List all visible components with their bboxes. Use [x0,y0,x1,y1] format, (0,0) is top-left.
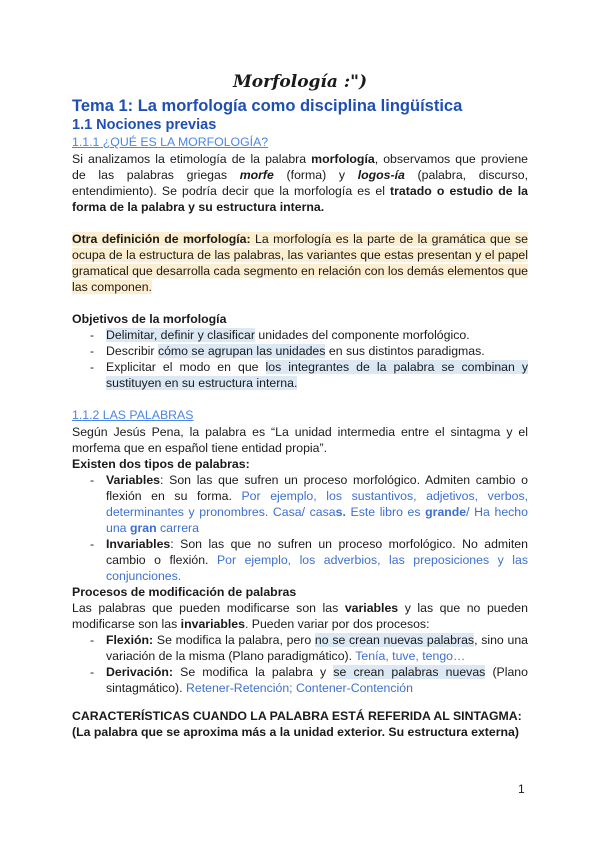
example-bold: s. [335,505,346,519]
highlighted-text: cómo se agrupan las unidades [157,344,326,358]
bold-term: Derivación: [106,665,173,679]
text: (Plano sintagmático). [106,665,528,695]
subsection-heading-palabras: 1.1.2 LAS PALABRAS [72,408,194,422]
otra-definicion-label: Otra definición de morfología: [72,232,251,246]
list-item-derivacion [72,664,528,696]
bold-term: Variables [106,473,161,487]
objetivos-list [72,327,528,391]
text: (palabra, discurso, entendimiento). Se podría decir que la morfología es el [72,168,528,198]
example-text: Por ejemplo, los adverbios, las preposiciones y las conjunciones. [106,553,528,583]
document-title: Morfología :") [232,72,368,92]
section-heading: 1.1 Nociones previas [72,117,217,133]
example-bold: grande [425,505,467,519]
example-text: carrera [156,521,199,535]
example-text: Este libro es [345,505,426,519]
text: Se modifica la palabra y [172,665,334,679]
text: Explicitar el modo en que [106,360,266,374]
list-item-variables [72,472,528,536]
procesos-heading-text: Procesos de modificación de palabras [72,585,297,599]
bold-term: Invariables [106,537,171,551]
highlighted-text: no se crean nuevas palabras [314,633,475,647]
bold-term: morfología [311,152,375,166]
otra-definicion-text: La morfología es la parte de la gramática que se ocupa de la estructura de las palabras, las variantes que estas presentan y el papel gramatical que desarrolla cada segmento en relación con los demás elementos que las componen. [72,232,528,294]
text: : Son las que no sufren un proceso morfológico. No admiten cambio o flexión. [106,537,528,567]
tipos-list [72,472,528,584]
bold-term: invariables [180,617,245,631]
subsection-heading-morfologia: 1.1.1 ¿QUÉ ES LA MORFOLOGÍA? [72,135,269,149]
intro-paragraph [72,151,528,215]
list-item-flexion [72,632,528,664]
bold-definition: tratado o estudio de la forma de la palabra y su estructura interna. [72,184,528,214]
bold-term: Flexión: [106,633,154,647]
highlighted-text: Delimitar, definir y clasificar [106,328,255,342]
text: Se modifica la palabra, pero [153,633,315,647]
text: , sino una variación de la misma (Plano paradigmático). [106,633,528,663]
text: , observamos que proviene de las palabras griegas [72,152,528,182]
otra-definicion-paragraph [72,231,528,295]
procesos-paragraph [72,600,528,632]
text: : Son las que sufren un proceso morfológico. Admiten cambio o flexión en su forma. [106,473,528,503]
bold-term: variables [344,601,399,615]
procesos-list [72,632,528,696]
tema-heading: Tema 1: La morfología como disciplina lingüística [72,97,463,115]
text: en sus distintos paradigmas. [325,344,485,358]
page-number: 1 [518,782,525,796]
procesos-heading [72,584,528,600]
text: y las que no pueden modificarse son las [72,601,528,631]
example-bold: gran [129,521,157,535]
example-text: / Ha hecho una [106,505,528,535]
palabra-definition: Según Jesús Pena, la palabra es “La unidad intermedia entre el sintagma y el morfema que en español tiene entidad propia”. [72,425,528,455]
objetivos-heading [72,311,528,327]
list-item [72,343,528,359]
bold-italic-term: logos-ía [357,168,405,182]
text: (forma) y [273,168,358,182]
example-text: Tenía, tuve, tengo… [355,649,466,663]
highlighted-text: los integrantes de la palabra se combinan y sustituyen en su estructura interna. [106,360,529,390]
list-item-invariables [72,536,528,584]
example-text: Retener-Retención; Contener-Contención [185,681,413,695]
text: unidades del componente morfológico. [254,328,470,342]
text: . Pueden variar por dos procesos: [244,617,430,631]
caracteristicas-subheading: (La palabra que se aproxima más a la unidad exterior. Su estructura externa) [72,725,519,739]
tipos-heading-text: Existen dos tipos de palabras: [72,457,250,471]
tipos-heading [72,456,528,472]
text: Describir [106,344,158,358]
document-body [72,96,528,740]
highlighted-text [72,232,528,294]
list-item [72,327,528,343]
list-item [72,359,528,391]
objetivos-heading-text: Objetivos de la morfología [72,312,227,326]
text: Las palabras que pueden modificarse son las [72,601,345,615]
highlighted-text: se crean palabras nuevas [333,665,486,679]
caracteristicas-heading: CARACTERÍSTICAS CUANDO LA PALABRA ESTÁ REFERIDA AL SINTAGMA: [72,709,522,723]
bold-italic-term: morfe [239,168,274,182]
text: Si analizamos la etimología de la palabra [72,152,312,166]
example-text: Por ejemplo, los sustantivos, adjetivos, verbos, determinantes y pronombres. Casa/ casa [106,489,529,519]
